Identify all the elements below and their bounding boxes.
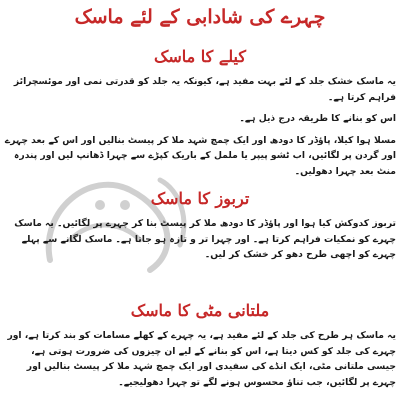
- paragraph: اس کو بنانے کا طریقہ درج ذیل ہے۔: [239, 113, 396, 124]
- paragraph: یہ ماسک خشک جلد کے لئے بہت مفید ہے، کیونکہ یہ جلد کو قدرتی نمی اور موئسچرائز فراہم کرتا ہے۔: [13, 76, 396, 103]
- paragraph: مسلا ہوا کیلا، پاؤڈر کا دودھ اور ایک چمچ شہد ملا کر پیسٹ بنالیں اور اس کے بعد چہرے اور گردن پر لگائیں، اب ٹشو پیپر یا ململ کے باریک کپڑے سے چہرا ڈھانپ لیں اور پندرہ منٹ بعد چہرا دھولیں۔: [4, 134, 396, 177]
- paragraph: تربوز کدوکش کیا ہوا اور پاؤڈر کا دودھ ملا کر پیسٹ بنا کر چہرے پر لگائیں۔ یہ ماسک چہرے کو نمکیات فراہم کرتا ہے۔ اور چہرا تر و تازہ ہو جاتا ہے۔ ماسک لگانے سے پہلے چہرے کو اچھی طرح دھو کر خشک کر لیں۔: [14, 218, 396, 260]
- paragraph: یہ ماسک ہر طرح کی جلد کے لئے مفید ہے، یہ چہرے کے کھلے مسامات کو بند کرتا ہے، اور چہرے کی جلد کو کس دیتا ہے، اس کو بنانے کے لیے ان چیزوں کی ضرورت ہوتی ہے، جیسی ملتانی مٹی، ایک انڈے کی سفیدی اور ایک چمچ شہد ملا کر پیسٹ بنالیں اور چہرے پر لگائیں، جب تناؤ محسوس ہونے لگے تو چہرا دھولیجیے۔: [7, 330, 396, 388]
- section-heading: کیلے کا ماسک: [154, 47, 246, 66]
- section-heading: ملتانی مٹی کا ماسک: [130, 301, 270, 320]
- section-banana-mask: [4, 46, 396, 179]
- page-title: چہرے کی شادابی کے لئے ماسک: [74, 6, 326, 28]
- section-multani-mitti-mask: [4, 300, 396, 390]
- section-heading: تربوز کا ماسک: [150, 189, 250, 208]
- section-watermelon-mask: [4, 188, 396, 263]
